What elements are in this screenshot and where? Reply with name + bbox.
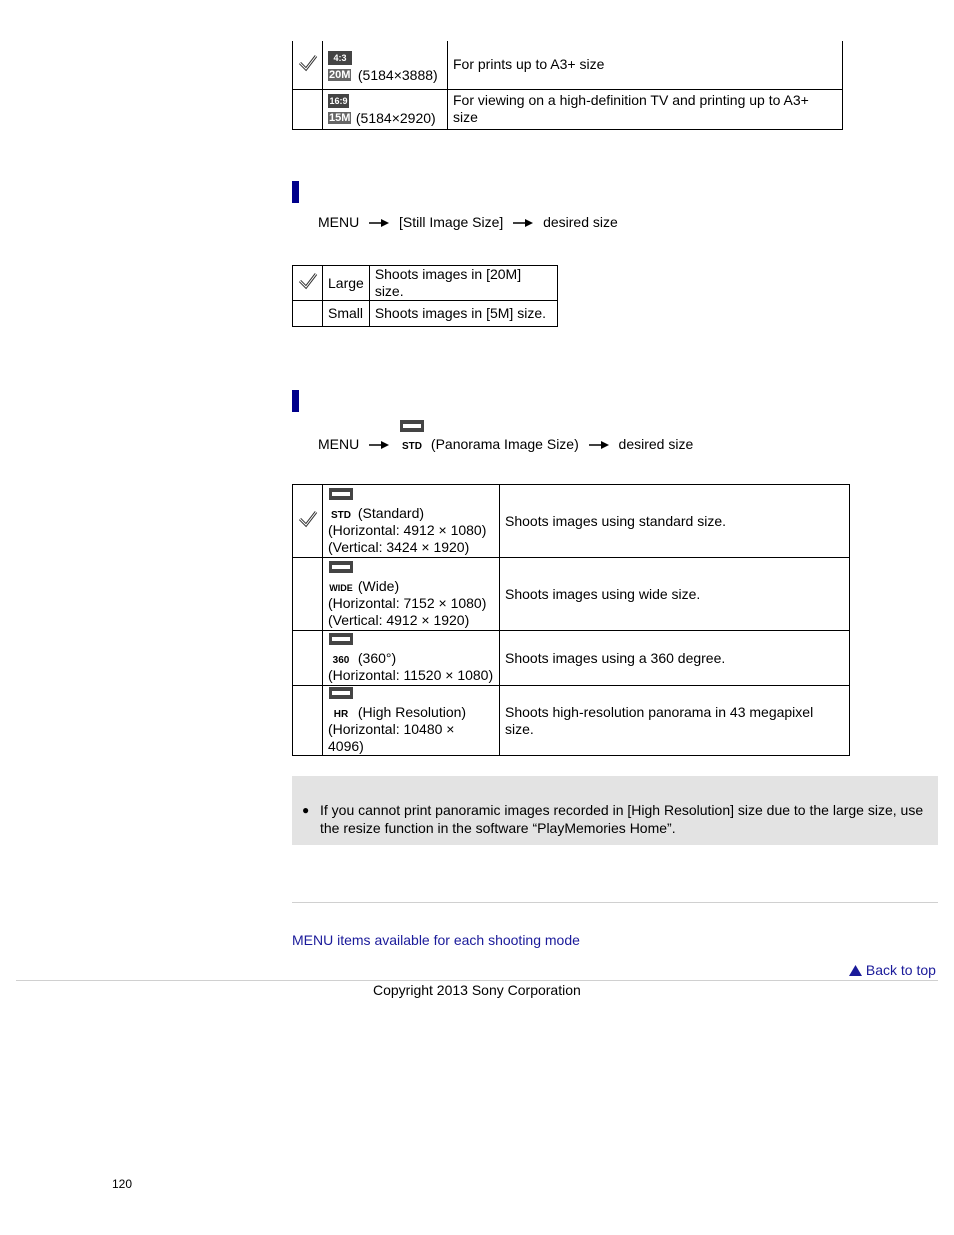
triangle-up-icon	[849, 965, 862, 976]
checkmark-icon	[297, 52, 319, 74]
size-name: (Standard)	[357, 504, 425, 521]
copyright: Copyright 2013 Sony Corporation	[373, 982, 581, 998]
menu-item: [Still Image Size]	[399, 214, 504, 230]
description-cell: Shoots images in [5M] size.	[369, 301, 557, 327]
section-marker	[292, 181, 299, 203]
table-row	[293, 558, 850, 631]
check-cell	[293, 41, 323, 89]
menu-target: desired size	[618, 436, 694, 452]
image-size-table	[292, 41, 843, 130]
related-link[interactable]: MENU items available for each shooting mode	[292, 932, 580, 948]
divider	[16, 980, 938, 981]
still-image-size-table	[292, 265, 558, 327]
size-name: (360°)	[357, 650, 397, 666]
note-box	[292, 776, 938, 845]
arrow-right-icon	[513, 218, 533, 228]
aspect-16-9-15m-icon: 16:9 15M	[329, 96, 351, 124]
check-cell	[293, 558, 323, 631]
check-cell	[293, 485, 323, 558]
option-label: Large	[323, 266, 370, 301]
size-cell	[323, 41, 448, 89]
back-to-top-label: Back to top	[865, 962, 936, 978]
panorama-std-icon: STD	[399, 419, 425, 452]
size-name: (High Resolution)	[357, 704, 467, 720]
check-cell	[293, 301, 323, 327]
size-vertical: (Vertical: 4912 × 1920)	[328, 611, 470, 628]
size-value: (5184×2920)	[355, 110, 436, 126]
check-cell	[293, 89, 323, 129]
size-cell	[323, 485, 500, 558]
page-number: 120	[112, 1177, 133, 1191]
panorama-360-icon: 360	[328, 632, 354, 667]
note-text: If you cannot print panoramic images recorded in [High Resolution] size due to the large size, use the resize function in the software “PlayMemories Home”.	[320, 802, 924, 836]
aspect-4-3-20m-icon: 4:3 20M	[329, 52, 351, 81]
table-row	[293, 89, 843, 129]
description-cell: For viewing on a high-definition TV and printing up to A3+ size	[448, 89, 843, 129]
size-cell	[323, 558, 500, 631]
size-horizontal: (Horizontal: 10480 × 4096)	[328, 721, 455, 754]
arrow-right-icon	[369, 440, 389, 450]
description-cell: For prints up to A3+ size	[448, 41, 843, 89]
arrow-right-icon	[369, 218, 389, 228]
check-cell	[293, 686, 323, 756]
table-row	[293, 301, 558, 327]
menu-label: MENU	[318, 214, 360, 230]
size-horizontal: (Horizontal: 11520 × 1080)	[328, 667, 494, 683]
size-cell	[323, 631, 500, 686]
table-row	[293, 485, 850, 558]
menu-path	[318, 214, 618, 230]
checkmark-icon	[297, 508, 319, 530]
check-cell	[293, 266, 323, 301]
panorama-size-table	[292, 484, 850, 756]
description-cell: Shoots images using wide size.	[500, 558, 850, 631]
checkmark-icon	[297, 270, 319, 292]
table-row	[293, 266, 558, 301]
menu-target: desired size	[543, 214, 618, 230]
size-horizontal: (Horizontal: 4912 × 1080)	[328, 521, 487, 538]
size-vertical: (Vertical: 3424 × 1920)	[328, 538, 470, 555]
menu-item: (Panorama Image Size)	[430, 436, 579, 452]
panorama-wide-icon: WIDE	[328, 560, 354, 595]
table-row	[293, 631, 850, 686]
description-cell: Shoots images in [20M] size.	[369, 266, 557, 301]
size-name: (Wide)	[357, 577, 400, 594]
size-value: (5184×3888)	[357, 66, 438, 83]
size-horizontal: (Horizontal: 7152 × 1080)	[328, 594, 487, 611]
section-marker	[292, 390, 299, 412]
size-cell	[323, 686, 500, 756]
arrow-right-icon	[589, 440, 609, 450]
description-cell: Shoots high-resolution panorama in 43 megapixel size.	[500, 686, 850, 756]
table-row	[293, 41, 843, 89]
check-cell	[293, 631, 323, 686]
panorama-hr-icon: HR	[328, 686, 354, 721]
table-row	[293, 686, 850, 756]
bullet-icon: ●	[302, 803, 310, 817]
menu-label: MENU	[318, 436, 360, 452]
menu-path	[318, 419, 693, 452]
description-cell: Shoots images using standard size.	[500, 485, 850, 558]
option-label: Small	[323, 301, 370, 327]
description-cell: Shoots images using a 360 degree.	[500, 631, 850, 686]
size-cell	[323, 89, 448, 129]
divider	[292, 902, 938, 903]
back-to-top-link[interactable]	[849, 962, 936, 978]
panorama-std-icon: STD	[328, 487, 354, 522]
